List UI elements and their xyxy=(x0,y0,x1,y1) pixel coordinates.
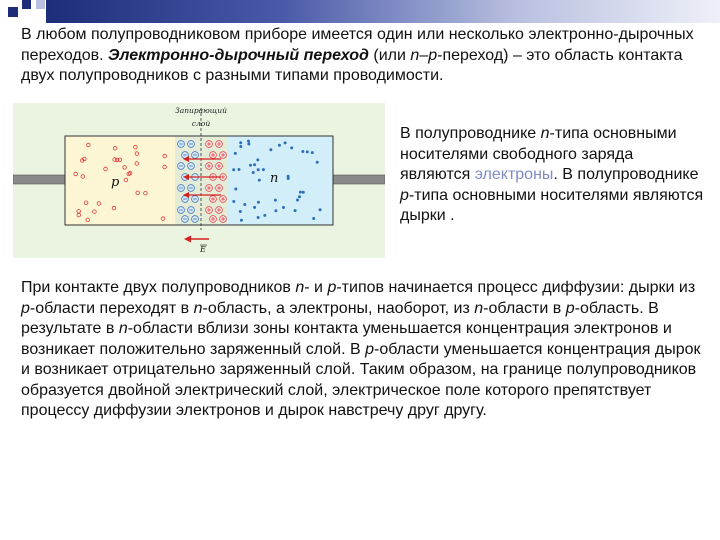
electron-dot xyxy=(234,188,237,191)
electron-dot xyxy=(252,171,255,174)
electron-dot xyxy=(249,164,252,167)
intro-text-2: (или xyxy=(373,46,406,64)
body-text-5: -область, а электроны, наоборот, из xyxy=(202,299,470,317)
intro-dash: – xyxy=(419,46,429,64)
electron-dot xyxy=(253,163,256,166)
side-paragraph xyxy=(400,124,705,227)
electron-dot xyxy=(316,161,319,164)
electron-dot xyxy=(311,151,314,154)
electron-dot xyxy=(269,148,272,151)
electron-dot xyxy=(239,210,242,213)
electron-dot xyxy=(234,152,237,155)
side-text-3: . В полупроводнике xyxy=(553,166,699,183)
side-p-letter: p xyxy=(400,186,409,204)
electron-dot xyxy=(287,177,290,180)
side-text-4: -типа основными носителями являются дырки . xyxy=(400,186,704,224)
body-text-4: -области переходят в xyxy=(29,299,190,317)
electron-dot xyxy=(274,209,277,212)
electron-dot xyxy=(290,146,293,149)
body-n-letter-1: n xyxy=(295,279,305,296)
intro-term: Электронно-дырочный переход xyxy=(108,46,369,64)
side-n-letter: n xyxy=(540,125,550,142)
electron-dot xyxy=(278,144,281,147)
electron-dot xyxy=(232,200,235,203)
electron-dot xyxy=(239,145,242,148)
electron-dot xyxy=(257,216,260,219)
label-depletion-line2: слой xyxy=(191,119,211,128)
pn-junction-diagram xyxy=(13,103,385,258)
e-field-label: E xyxy=(200,245,206,254)
electron-dot xyxy=(247,140,250,143)
side-text-1: В полупроводнике xyxy=(400,125,537,142)
electron-dot xyxy=(302,191,305,194)
n-region xyxy=(227,136,333,225)
electron-dot xyxy=(262,168,265,171)
p-region xyxy=(65,136,175,225)
intro-p-letter: p xyxy=(428,46,438,64)
body-text-2: - и xyxy=(304,279,323,296)
electron-dot xyxy=(284,141,287,144)
electron-dot xyxy=(299,191,302,194)
electron-dot xyxy=(306,150,309,153)
electron-dot xyxy=(294,209,297,212)
electron-dot xyxy=(301,150,304,153)
electron-dot xyxy=(238,168,241,171)
body-n-letter-2: n xyxy=(193,299,203,317)
body-p-letter-3: p xyxy=(565,299,575,317)
electron-dot xyxy=(296,199,299,202)
electron-dot xyxy=(232,168,235,171)
header-gradient-bar xyxy=(46,0,720,23)
electron-dot xyxy=(274,199,277,202)
electron-dot xyxy=(319,208,322,211)
body-p-letter-1: p xyxy=(327,279,337,296)
body-text-8: -области вблизи зоны контакта уменьшается концентрация электронов и возникает положительно заряженный слой. В xyxy=(21,320,672,358)
body-text-1: При контакте двух полупроводников xyxy=(21,279,291,296)
body-p-letter-2: p xyxy=(21,299,30,317)
body-text-6: -области в xyxy=(483,299,562,317)
body-n-letter-3: n xyxy=(474,299,484,317)
n-label: n xyxy=(270,171,279,186)
right-lead-wire xyxy=(333,175,385,184)
body-text-7: -область. В результате в xyxy=(21,299,659,337)
body-paragraph xyxy=(21,278,711,422)
electron-dot xyxy=(240,219,243,222)
electron-dot xyxy=(256,158,259,161)
left-lead-wire xyxy=(13,175,65,184)
label-depletion-line1: Запирающий xyxy=(175,106,227,115)
side-electrons-word: электроны xyxy=(474,166,554,183)
electron-dot xyxy=(243,203,246,206)
electron-dot xyxy=(239,141,242,144)
electron-dot xyxy=(257,201,260,204)
electron-dot xyxy=(257,168,260,171)
electron-dot xyxy=(298,195,301,198)
electron-dot xyxy=(312,217,315,220)
side-text-2: -типа основными носителями свободного заряда являются xyxy=(400,125,677,183)
body-p-letter-4: p xyxy=(365,340,375,358)
electron-dot xyxy=(253,206,256,209)
body-n-letter-4: n xyxy=(118,320,128,337)
electron-dot xyxy=(263,214,266,217)
body-text-3: -типов начинается процесс диффузии: дырки из xyxy=(336,279,696,296)
intro-paragraph xyxy=(21,25,711,103)
intro-n-letter: n xyxy=(410,46,420,64)
intro-text-3: -переход) – это область контакта двух полупроводников с разными типами проводимости. xyxy=(21,46,683,84)
electron-dot xyxy=(258,179,261,182)
electron-dot xyxy=(247,143,250,146)
p-label: p xyxy=(111,175,120,190)
body-text-9: -области уменьшается концентрация дырок и возникает отрицательно заряженный слой. Таким образом, на границе полупроводников образуется двойной электрический слой, электрическое поле которого препятствует процессу диффузии электронов и дырок навстречу друг другу. xyxy=(21,340,701,419)
electron-dot xyxy=(282,206,285,209)
intro-text-1: В любом полупроводниковом приборе имеется один или несколько электронно-дырочных переходов. xyxy=(21,26,694,64)
